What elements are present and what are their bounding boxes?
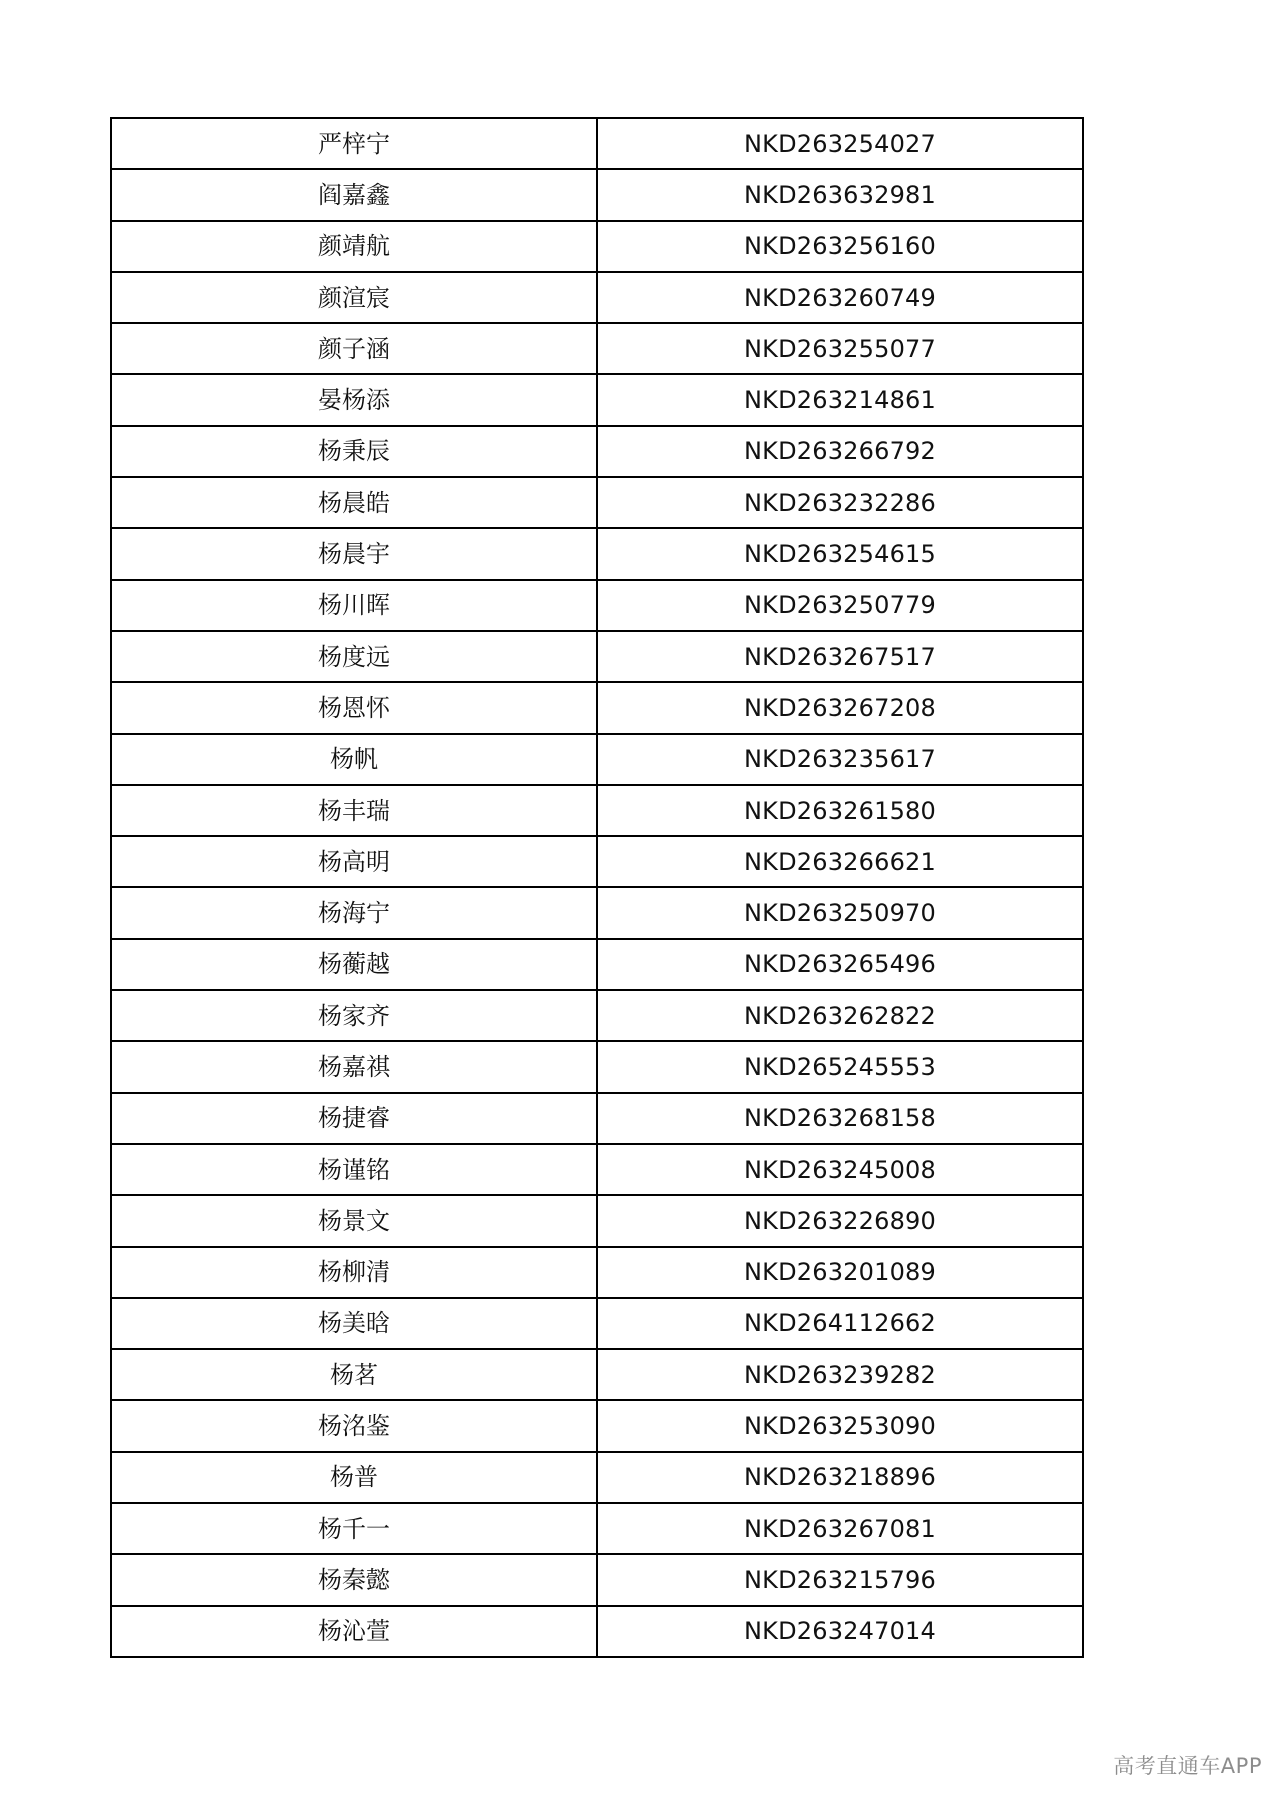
name-cell: 杨晨宇	[111, 528, 597, 579]
name-cell: 严梓宁	[111, 118, 597, 169]
name-cell: 杨帆	[111, 734, 597, 785]
name-cell: 杨高明	[111, 836, 597, 887]
registration-id-cell: NKD265245553	[597, 1041, 1083, 1092]
registration-id-cell: NKD263250970	[597, 887, 1083, 938]
table-row	[111, 734, 1083, 785]
registration-id-cell: NKD263254027	[597, 118, 1083, 169]
name-cell: 杨洺鉴	[111, 1400, 597, 1451]
registration-id-cell: NKD263250779	[597, 580, 1083, 631]
table-row	[111, 221, 1083, 272]
table-row	[111, 631, 1083, 682]
registration-id-cell: NKD263261580	[597, 785, 1083, 836]
table-row	[111, 118, 1083, 169]
name-cell: 杨海宁	[111, 887, 597, 938]
table-row	[111, 785, 1083, 836]
name-cell: 杨秦懿	[111, 1554, 597, 1605]
table-row	[111, 528, 1083, 579]
table-row	[111, 1298, 1083, 1349]
name-cell: 杨柳清	[111, 1247, 597, 1298]
name-cell: 杨嘉祺	[111, 1041, 597, 1092]
table-row	[111, 836, 1083, 887]
registration-id-cell: NKD263268158	[597, 1093, 1083, 1144]
registration-id-cell: NKD263267208	[597, 682, 1083, 733]
name-cell: 阎嘉鑫	[111, 169, 597, 220]
table-row	[111, 580, 1083, 631]
name-cell: 杨茗	[111, 1349, 597, 1400]
name-cell: 杨晨皓	[111, 477, 597, 528]
name-cell: 杨丰瑞	[111, 785, 597, 836]
table-row	[111, 1554, 1083, 1605]
name-cell: 杨美晗	[111, 1298, 597, 1349]
registration-id-cell: NKD263266792	[597, 426, 1083, 477]
table-row	[111, 1247, 1083, 1298]
table-row	[111, 477, 1083, 528]
registration-id-cell: NKD263260749	[597, 272, 1083, 323]
table-row	[111, 1041, 1083, 1092]
table-row	[111, 1349, 1083, 1400]
roster-table	[110, 117, 1084, 1658]
registration-id-cell: NKD263218896	[597, 1452, 1083, 1503]
table-row	[111, 169, 1083, 220]
table-row	[111, 1400, 1083, 1451]
registration-id-cell: NKD263226890	[597, 1195, 1083, 1246]
roster-table-body	[111, 118, 1083, 1657]
name-cell: 杨捷睿	[111, 1093, 597, 1144]
watermark-text: 高考直通车APP	[1113, 1754, 1262, 1778]
registration-id-cell: NKD263245008	[597, 1144, 1083, 1195]
name-cell: 杨恩怀	[111, 682, 597, 733]
registration-id-cell: NKD263256160	[597, 221, 1083, 272]
registration-id-cell: NKD263266621	[597, 836, 1083, 887]
name-cell: 杨川晖	[111, 580, 597, 631]
table-row	[111, 374, 1083, 425]
name-cell: 晏杨添	[111, 374, 597, 425]
table-row	[111, 426, 1083, 477]
table-row	[111, 887, 1083, 938]
registration-id-cell: NKD263247014	[597, 1606, 1083, 1657]
table-row	[111, 990, 1083, 1041]
registration-id-cell: NKD264112662	[597, 1298, 1083, 1349]
registration-id-cell: NKD263239282	[597, 1349, 1083, 1400]
name-cell: 杨谨铭	[111, 1144, 597, 1195]
registration-id-cell: NKD263267517	[597, 631, 1083, 682]
registration-id-cell: NKD263232286	[597, 477, 1083, 528]
name-cell: 颜靖航	[111, 221, 597, 272]
name-cell: 杨秉辰	[111, 426, 597, 477]
table-row	[111, 1503, 1083, 1554]
table-row	[111, 1093, 1083, 1144]
registration-id-cell: NKD263254615	[597, 528, 1083, 579]
registration-id-cell: NKD263215796	[597, 1554, 1083, 1605]
registration-id-cell: NKD263265496	[597, 939, 1083, 990]
name-cell: 杨家齐	[111, 990, 597, 1041]
registration-id-cell: NKD263235617	[597, 734, 1083, 785]
registration-id-cell: NKD263262822	[597, 990, 1083, 1041]
name-cell: 颜渲宸	[111, 272, 597, 323]
registration-id-cell: NKD263632981	[597, 169, 1083, 220]
name-cell: 杨普	[111, 1452, 597, 1503]
table-row	[111, 1606, 1083, 1657]
table-row	[111, 1144, 1083, 1195]
table-row	[111, 1452, 1083, 1503]
table-row	[111, 272, 1083, 323]
registration-id-cell: NKD263267081	[597, 1503, 1083, 1554]
name-cell: 杨景文	[111, 1195, 597, 1246]
registration-id-cell: NKD263253090	[597, 1400, 1083, 1451]
name-cell: 杨蘅越	[111, 939, 597, 990]
name-cell: 杨千一	[111, 1503, 597, 1554]
registration-id-cell: NKD263201089	[597, 1247, 1083, 1298]
name-cell: 杨度远	[111, 631, 597, 682]
table-row	[111, 939, 1083, 990]
table-row	[111, 1195, 1083, 1246]
table-row	[111, 682, 1083, 733]
table-row	[111, 323, 1083, 374]
registration-id-cell: NKD263255077	[597, 323, 1083, 374]
name-cell: 颜子涵	[111, 323, 597, 374]
registration-id-cell: NKD263214861	[597, 374, 1083, 425]
name-cell: 杨沁萱	[111, 1606, 597, 1657]
